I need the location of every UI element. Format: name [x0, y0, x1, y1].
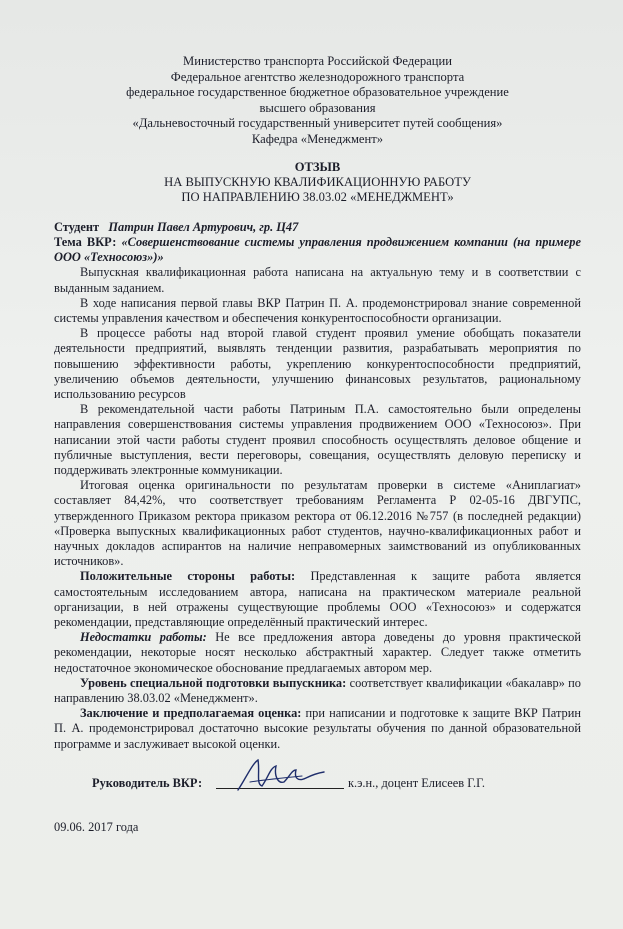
- document-title: [54, 160, 581, 206]
- negative-text: Не все предложения автора доведены до уровня практической рекомендации, некоторые носят несколько абстрактный характер. Следует также отметить недостаточное экономическое обоснование предлагаемых автором мер.: [54, 630, 581, 675]
- positive-aspects: [54, 569, 581, 630]
- conclusion-text: при написании и подготовке к защите ВКР Патрин П. А. продемонстрировал достаточно высокие результаты обучения по данной образовательной программе и заслуживает высокой оценки.: [54, 706, 581, 751]
- title-sub-1: НА ВЫПУСКНУЮ КВАЛИФИКАЦИОННУЮ РАБОТУ: [164, 174, 471, 189]
- conclusion-label: Заключение и предполагаемая оценка:: [80, 706, 302, 721]
- agency-line: Федеральное агентство железнодорожного транспорта: [170, 69, 465, 84]
- shortcomings: [54, 630, 581, 676]
- supervisor-name: к.э.н., доцент Елисеев Г.Г.: [348, 775, 485, 790]
- ministry-line: Министерство транспорта Российской Федерации: [183, 54, 452, 68]
- letterhead: [54, 54, 581, 148]
- level-label: Уровень специальной подготовки выпускника:: [80, 675, 347, 690]
- title-sub-2: ПО НАПРАВЛЕНИЮ 38.03.02 «МЕНЕДЖМЕНТ»: [181, 190, 454, 205]
- department-line: Кафедра «Менеджмент»: [251, 131, 384, 146]
- title-main: ОТЗЫВ: [294, 159, 341, 174]
- university-name: «Дальневосточный государственный университет путей сообщения»: [132, 116, 503, 131]
- topic-line: [54, 235, 581, 265]
- signature-block: [54, 774, 581, 798]
- negative-label: Недостатки работы:: [80, 630, 207, 645]
- conclusion: [54, 706, 581, 752]
- topic-label: Тема ВКР:: [54, 234, 117, 249]
- student-line: [54, 220, 581, 235]
- topic-value: «Совершенствование системы управления продвижением компании (на примере ООО «Техносоюз»)»: [54, 234, 581, 265]
- paragraph-relevance: Выпускная квалификационная работа написана на актуальную тему и в соответствии с выданным заданием.: [54, 265, 581, 295]
- paragraph-originality: Итоговая оценка оригинальности по результатам проверки в системе «Аниплагиат» составляет 84,42%, что соответствует требованиям Регламента Р 02-05-16 ДВГУПС, утвержденного Приказом ректора приказом ректора от 06.12.2016 №757 (в последней редакции) «Проверка выпускных квалификационных работ студентов, научно-квалификационных работ и научных докладов аспирантов на наличие неправомерных заимствований из опубликованных источников».: [54, 478, 581, 569]
- supervisor-label: Руководитель ВКР:: [92, 775, 203, 790]
- training-level: [54, 676, 581, 706]
- student-label: Студент: [54, 219, 100, 234]
- student-name: Патрин Павел Артурович, гр. Ц47: [108, 219, 299, 234]
- education-level-line: высшего образования: [259, 100, 376, 115]
- positive-label: Положительные стороны работы:: [80, 569, 296, 584]
- paragraph-recommendations: В рекомендательной части работы Патриным П.А. самостоятельно были определены направления совершенствования системы управления продвижением ООО «Техносоюз». При написании этой части работы студент проявил способность осуществлять деловое общение и публичные выступления, вести переговоры, совещания, осуществлять деловую переписку и поддерживать электронные коммуникации.: [54, 402, 581, 478]
- level-text: соответствует квалификации «бакалавр» по направлению 38.03.02 «Менеджмент».: [54, 675, 581, 706]
- institution-type-line: федеральное государственное бюджетное образовательное учреждение: [126, 85, 509, 100]
- paragraph-chapter-1: В ходе написания первой главы ВКР Патрин П. А. продемонстрировал знание современной системы управления качеством и обеспечения конкурентоспособности организации.: [54, 295, 581, 325]
- review-body: [54, 220, 581, 752]
- handwritten-signature: [232, 756, 328, 796]
- positive-text: Представленная к защите работа является самостоятельным исследованием автора, написана на практическом материале реальной организации, в ней отражены существующие проблемы ООО «Техносоюз» и содержатся рекомендации, представляющие определённый практический интерес.: [54, 569, 581, 630]
- document-date: 09.06. 2017 года: [54, 819, 139, 834]
- paragraph-chapter-2: В процессе работы над второй главой студент проявил умение обобщать показатели деятельности предприятий, выявлять тенденции развития, разрабатывать мероприятия по повышению эффективности работы, укреплению конкурентоспособности предприятий, увеличению объемов деятельности, улучшению финансовых результатов, рациональному использованию ресурсов: [54, 326, 581, 402]
